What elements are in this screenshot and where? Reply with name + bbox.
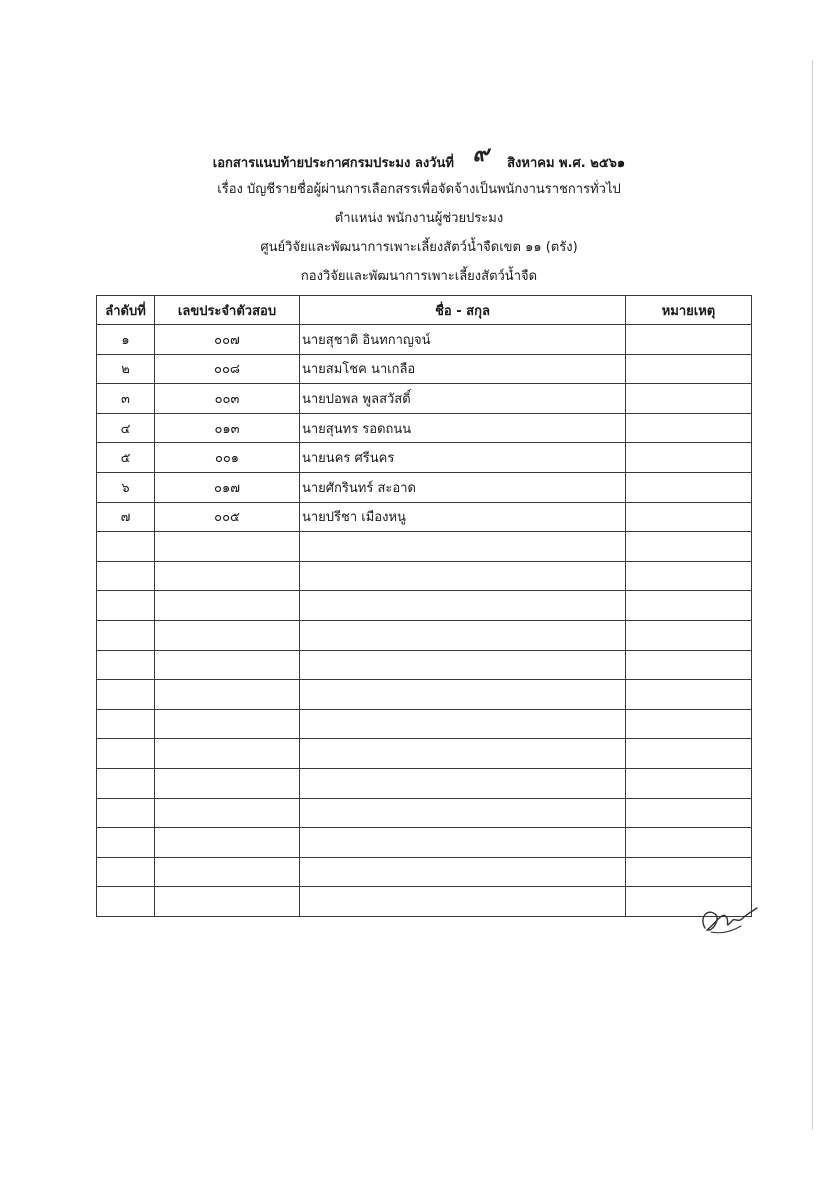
- table-row: [97, 502, 752, 532]
- row-exam-id-cell: ๐๐๑: [155, 443, 300, 473]
- empty-cell: [155, 768, 300, 798]
- row-no-cell: ๗: [97, 502, 155, 532]
- empty-cell: [155, 650, 300, 680]
- row-note-cell: [626, 502, 752, 532]
- table-row-empty: [97, 887, 752, 917]
- row-note-cell: [626, 384, 752, 414]
- column-header-no: ลำดับที่: [97, 296, 155, 325]
- document-position: ตำแหน่ง พนักงานผู้ช่วยประมง: [334, 211, 504, 226]
- empty-cell: [300, 887, 626, 917]
- table-row-empty: [97, 620, 752, 650]
- row-note-cell: [626, 443, 752, 473]
- table-row: [97, 443, 752, 473]
- empty-cell: [155, 620, 300, 650]
- empty-cell: [300, 709, 626, 739]
- row-exam-id-cell: ๐๐๘: [155, 354, 300, 384]
- table-row-empty: [97, 768, 752, 798]
- table-row-empty: [97, 798, 752, 828]
- row-no-cell: ๖: [97, 472, 155, 502]
- table-row: [97, 413, 752, 443]
- table-row-empty: [97, 561, 752, 591]
- row-exam-id-cell: ๐๐๗: [155, 325, 300, 355]
- row-no-cell: ๕: [97, 443, 155, 473]
- document-title: [0, 141, 838, 175]
- empty-cell: [97, 620, 155, 650]
- empty-cell: [300, 798, 626, 828]
- empty-cell: [155, 591, 300, 621]
- empty-cell: [155, 887, 300, 917]
- empty-cell: [155, 532, 300, 562]
- empty-cell: [300, 857, 626, 887]
- table-row-empty: [97, 857, 752, 887]
- row-name-cell: นายศักรินทร์ สะอาด: [300, 472, 626, 502]
- row-exam-id-cell: ๐๑๓: [155, 413, 300, 443]
- row-no-cell: ๑: [97, 325, 155, 355]
- table-row-empty: [97, 650, 752, 680]
- empty-cell: [626, 650, 752, 680]
- empty-cell: [300, 561, 626, 591]
- column-header-name: ชื่อ - สกุล: [300, 296, 626, 325]
- row-name-cell: นายสุนทร รอดถนน: [300, 413, 626, 443]
- column-header-note: หมายเหตุ: [626, 296, 752, 325]
- empty-cell: [97, 709, 155, 739]
- empty-cell: [97, 857, 155, 887]
- column-header-exam-id: เลขประจำตัวสอบ: [155, 296, 300, 325]
- table-row-empty: [97, 532, 752, 562]
- document-division: กองวิจัยและพัฒนาการเพาะเลี้ยงสัตว์น้ำจืด: [300, 269, 538, 284]
- table-row-empty: [97, 739, 752, 769]
- empty-cell: [626, 828, 752, 858]
- row-note-cell: [626, 472, 752, 502]
- empty-cell: [626, 857, 752, 887]
- signature-mark: [697, 888, 759, 936]
- empty-cell: [155, 828, 300, 858]
- empty-cell: [300, 828, 626, 858]
- table-row-empty: [97, 709, 752, 739]
- empty-cell: [155, 798, 300, 828]
- table-body: [97, 325, 752, 917]
- empty-cell: [626, 739, 752, 769]
- row-note-cell: [626, 354, 752, 384]
- row-no-cell: ๒: [97, 354, 155, 384]
- row-no-cell: ๓: [97, 384, 155, 414]
- table-header-row: [97, 296, 752, 325]
- empty-cell: [155, 739, 300, 769]
- empty-cell: [97, 798, 155, 828]
- table-row-empty: [97, 828, 752, 858]
- row-name-cell: นายสมโชค นาเกลือ: [300, 354, 626, 384]
- empty-cell: [300, 620, 626, 650]
- document-header: [0, 141, 838, 291]
- table-row: [97, 325, 752, 355]
- row-name-cell: นายปอพล พูลสวัสดิ์: [300, 384, 626, 414]
- empty-cell: [155, 561, 300, 591]
- table-row: [97, 354, 752, 384]
- empty-cell: [97, 739, 155, 769]
- row-note-cell: [626, 325, 752, 355]
- document-center: ศูนย์วิจัยและพัฒนาการเพาะเลี้ยงสัตว์น้ำจืดเขต ๑๑ (ตรัง): [260, 240, 578, 255]
- row-note-cell: [626, 413, 752, 443]
- empty-cell: [626, 798, 752, 828]
- title-prefix: เอกสารแนบท้ายประกาศกรมประมง ลงวันที่: [212, 156, 454, 171]
- table-row: [97, 384, 752, 414]
- empty-cell: [626, 768, 752, 798]
- empty-cell: [626, 680, 752, 710]
- empty-cell: [155, 680, 300, 710]
- empty-cell: [626, 591, 752, 621]
- empty-cell: [97, 650, 155, 680]
- empty-cell: [97, 680, 155, 710]
- empty-cell: [626, 709, 752, 739]
- row-exam-id-cell: ๐๐๕: [155, 502, 300, 532]
- candidate-table: [96, 295, 752, 917]
- row-exam-id-cell: ๐๐๓: [155, 384, 300, 414]
- empty-cell: [300, 650, 626, 680]
- row-exam-id-cell: ๐๑๗: [155, 472, 300, 502]
- empty-cell: [626, 561, 752, 591]
- empty-cell: [97, 887, 155, 917]
- empty-cell: [300, 680, 626, 710]
- empty-cell: [97, 561, 155, 591]
- empty-cell: [97, 768, 155, 798]
- empty-cell: [300, 532, 626, 562]
- row-name-cell: นายปรีชา เมืองหนู: [300, 502, 626, 532]
- empty-cell: [300, 591, 626, 621]
- empty-cell: [155, 709, 300, 739]
- empty-cell: [155, 857, 300, 887]
- empty-cell: [300, 739, 626, 769]
- title-suffix: สิงหาคม พ.ศ. ๒๕๖๑: [507, 156, 626, 171]
- table-row: [97, 472, 752, 502]
- row-name-cell: นายนคร ศรีนคร: [300, 443, 626, 473]
- empty-cell: [97, 828, 155, 858]
- table-row-empty: [97, 591, 752, 621]
- table-row-empty: [97, 680, 752, 710]
- empty-cell: [626, 620, 752, 650]
- empty-cell: [97, 591, 155, 621]
- empty-cell: [97, 532, 155, 562]
- row-no-cell: ๔: [97, 413, 155, 443]
- empty-cell: [300, 768, 626, 798]
- title-day-handwritten: ๙: [472, 141, 489, 167]
- document-subject: เรื่อง บัญชีรายชื่อผู้ผ่านการเลือกสรรเพื่อจัดจ้างเป็นพนักงานราชการทั่วไป: [217, 182, 621, 197]
- empty-cell: [626, 532, 752, 562]
- row-name-cell: นายสุชาติ อินทกาญจน์: [300, 325, 626, 355]
